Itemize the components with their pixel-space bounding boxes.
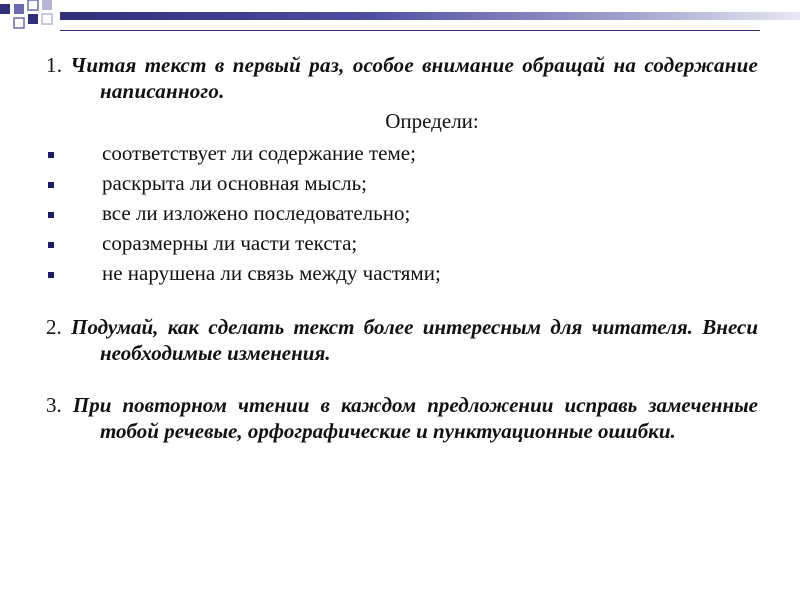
header-gradient-bar [60,12,800,20]
step-3 [46,392,758,444]
step-2 [46,314,758,366]
checklist-prompt: Определи: [385,109,479,133]
checklist-item [46,168,758,198]
step-3-text: При повторном чтении в каждом предложении исправь замеченные тобой речевые, орфографические и пунктуационные ошибки. [72,393,759,443]
checklist-item-text: все ли изложено последовательно; [102,201,411,225]
checklist-item [46,228,758,258]
slide-content [46,52,758,444]
checklist-item [46,258,758,288]
checklist [46,138,758,288]
step-1 [46,52,758,104]
corner-squares-decoration [0,0,70,40]
square-bullet-icon [48,272,54,278]
header-rule [60,30,760,31]
step-2-number: 2. [46,315,62,339]
spacer [46,366,758,392]
checklist-item-text: не нарушена ли связь между частями; [102,261,441,285]
slide-header-decoration [0,0,800,40]
checklist-item-text: раскрыта ли основная мысль; [102,171,368,195]
step-1-number: 1. [46,53,63,77]
square-bullet-icon [48,212,54,218]
step-3-number: 3. [46,393,62,417]
square-bullet-icon [48,182,54,188]
square-bullet-icon [48,242,54,248]
checklist-item-text: соответствует ли содержание теме; [102,141,416,165]
step-2-text: Подумай, как сделать текст более интересным для читателя. Внеси необходимые изменения. [71,315,759,365]
checklist-item-text: соразмерны ли части текста; [102,231,358,255]
step-1-text: Читая текст в первый раз, особое внимание обращай на содержание написанного. [70,53,758,103]
checklist-item [46,198,758,228]
square-bullet-icon [48,152,54,158]
spacer [46,288,758,314]
checklist-item [46,138,758,168]
